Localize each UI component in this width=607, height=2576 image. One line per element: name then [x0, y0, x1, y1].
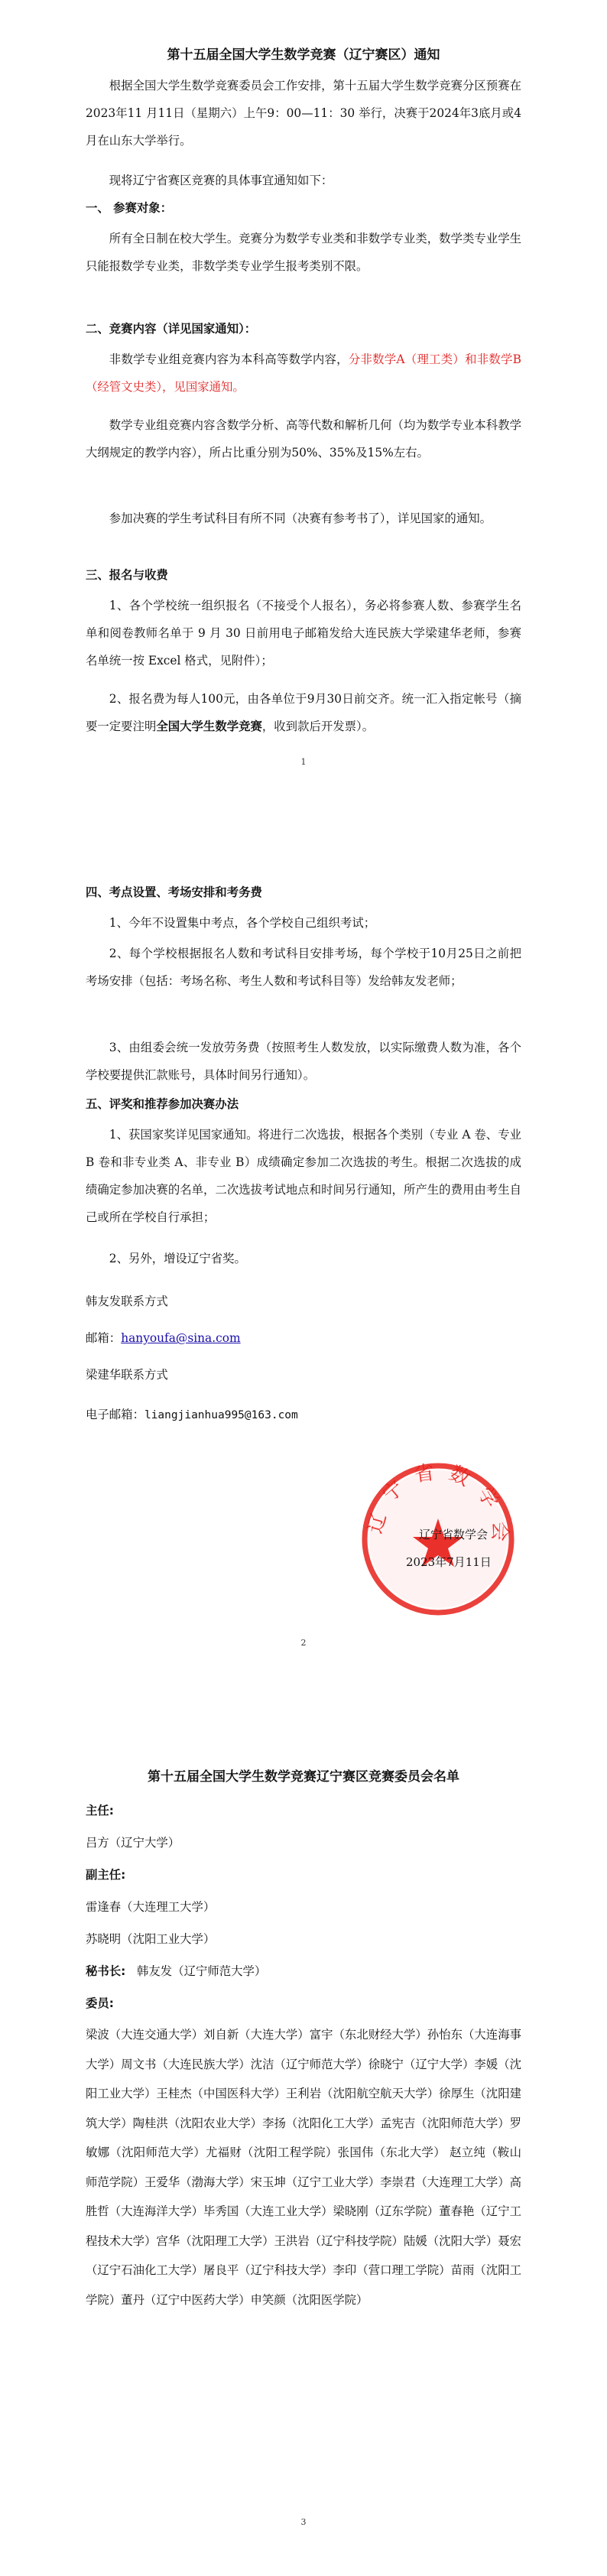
email1-label: 邮箱：: [86, 1331, 122, 1345]
page-number-3: 3: [300, 2517, 307, 2527]
email1-link[interactable]: hanyoufa@sina.com: [121, 1331, 241, 1345]
section2-text-normal: 非数学专业组竞赛内容为本科高等数学内容，: [109, 352, 349, 366]
section2-heading: 二、竞赛内容（详见国家通知）：: [86, 322, 257, 336]
section2-text-2: 数学专业组竞赛内容含数学分析、高等代数和解析几何（均为数学专业本科教学大纲规定的教学内容），所占比重分别为50%、35%及15%左右。: [86, 418, 521, 460]
svg-text:辽宁省数学会: 辽宁省数学会: [363, 1460, 512, 1554]
section3-text-2b: ，收到款后开发票）。: [261, 720, 375, 733]
section2-text: [86, 346, 521, 401]
section3-text-2a: 2、报名费为每人100元，由各单位于9月30日前交齐。统一汇入指定帐号（摘要一定要注明: [86, 692, 521, 733]
section5-text-1: 1、获国家奖详见国家通知。将进行二次选拔，根据各个类别（专业 A 卷、专业 B 卷和非专业类 A、非专业 B）成绩确定参加二次选拔的考生。根据二次选拔的成绩确定参加决赛的名单，二次选拔考试地点和时间另行通知，所产生的费用由考生自己或所在学校自行承担；: [86, 1128, 521, 1224]
page-number-1: 1: [300, 757, 307, 767]
email2-value: liangjianhua995@163.com: [144, 1409, 298, 1421]
section5-text-2: 2、另外，增设辽宁省奖。: [109, 1252, 246, 1265]
secretary-name: 韩友发（辽宁师范大学）: [137, 1964, 267, 1978]
contact1-label: 韩友发联系方式: [86, 1294, 168, 1308]
contact1-email-row: [86, 1329, 521, 1347]
page3-title: 第十五届全国大学生数学竞赛辽宁赛区竞赛委员会名单: [148, 1769, 459, 1785]
page-number-2: 2: [300, 1638, 307, 1648]
section2-text-red: 分非数学A（理工类）和非数学B（经管文史类），见国家通知。: [86, 352, 521, 394]
vice-chair-1: 雷逢春（大连理工大学）: [86, 1900, 216, 1914]
vice-chair-2: 苏晓明（沈阳工业大学）: [86, 1932, 216, 1946]
contact2-email-row: [86, 1405, 521, 1424]
chair-name: 吕方（辽宁大学）: [86, 1836, 180, 1850]
section5-heading: 五、评奖和推荐参加决赛办法: [86, 1097, 239, 1111]
section3-text-2-bold: 全国大学生数学竞赛: [156, 720, 262, 733]
section4-heading: 四、考点设置、考场安排和考务费: [86, 885, 262, 899]
members-label: 委员:: [86, 1996, 114, 2010]
contact2-label: 梁建华联系方式: [86, 1368, 168, 1382]
section4-text-2: 2、每个学校根据报名人数和考试科目安排考场，每个学校于10月25日之前把考场安排（包括：考场名称、考生人数和考试科目等）发给韩友发老师；: [86, 947, 521, 988]
chair-label: 主任:: [86, 1804, 114, 1817]
section1-heading: 一、 参赛对象：: [86, 201, 173, 215]
section2-text-3: 参加决赛的学生考试科目有所不同（决赛有参考书了），详见国家的通知。: [109, 512, 492, 525]
section3-text-1: 1、各个学校统一组织报名（不接受个人报名），务必将参赛人数、参赛学生名单和阅卷教师名单于 9 月 30 日前用电子邮箱发给大连民族大学梁建华老师，参赛名单统一按 Excel 格式，见附件）；: [86, 599, 521, 668]
section1-text: 所有全日制在校大学生。竞赛分为数学专业类和非数学专业类，数学类专业学生只能报数学专业类，非数学类专业学生报考类别不限。: [86, 232, 521, 273]
signature-date: 2023年7月11日: [406, 1555, 492, 1569]
page1-title: 第十五届全国大学生数学竞赛（辽宁赛区）通知: [167, 47, 440, 63]
section3-heading: 三、报名与收费: [86, 568, 168, 582]
intro-paragraph-2: 现将辽宁省赛区竞赛的具体事宜通知如下：: [109, 174, 333, 187]
email2-label: 电子邮箱：: [86, 1408, 144, 1421]
secretary-label: 秘书长:: [86, 1964, 126, 1978]
section3-text-2: [86, 685, 521, 740]
vice-chair-label: 副主任:: [86, 1868, 126, 1882]
intro-paragraph: 根据全国大学生数学竞赛委员会工作安排，第十五届大学生数学竞赛分区预赛在2023年11 月11日（星期六）上午9：00—11：30 举行，决赛于2024年3底月或4月在山东大学举行。: [86, 79, 521, 148]
section4-text-1: 1、今年不设置集中考点，各个学校自己组织考试；: [109, 916, 376, 930]
signature-organization: 辽宁省数学会: [419, 1528, 489, 1541]
members-list: 梁波（大连交通大学）刘自新（大连大学）富宇（东北财经大学）孙怡东（大连海事大学）周文书（大连民族大学）沈洁（辽宁师范大学）徐晓宁（辽宁大学）李媛（沈阳工业大学）王桂杰（中国医科大学）王利岩（沈阳航空航天大学）徐厚生（沈阳建筑大学）陶桂洪（沈阳农业大学）李扬（沈阳化工大学）孟宪吉（沈阳师范大学）罗敏娜（沈阳师范大学）尤福财（沈阳工程学院）张国伟（东北大学） 赵立纯（鞍山师范学院）王爱华（渤海大学）宋玉坤（辽宁工业大学）李崇君（大连理工大学）高胜哲（大连海洋大学）毕秀国（大连工业大学）梁晓刚（辽东学院）董春艳（辽宁工程技术大学）宫华（沈阳理工大学）王洪岩（辽宁科技学院）陆媛（沈阳大学）聂宏（辽宁石油化工大学）屠良平（辽宁科技大学）李印（营口理工学院）苗雨（沈阳工学院）董丹（辽宁中医药大学）申笑颜（沈阳医学院）: [86, 2028, 521, 2307]
section4-text-3: 3、由组委会统一发放劳务费（按照考生人数发放，以实际缴费人数为准，各个学校要提供汇款账号，具体时间另行通知）。: [86, 1041, 521, 1082]
secretary-row: [86, 1962, 521, 1980]
